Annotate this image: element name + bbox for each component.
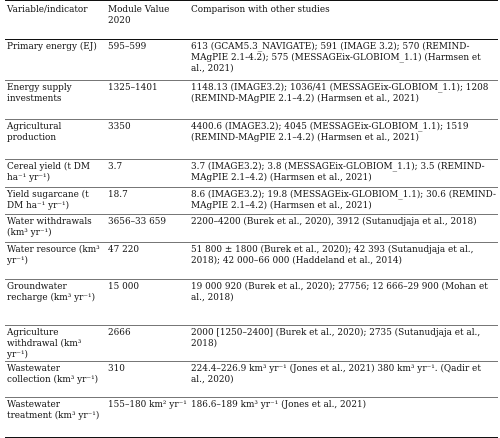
cell-value: 18.7 [106,188,189,215]
table-body [5,40,498,438]
table-header [5,1,498,40]
cell-variable: Yield sugarcane (t DM ha⁻¹ yr⁻¹) [5,188,106,215]
table-row [5,326,498,362]
header-comparison: Comparison with other studies [189,1,498,40]
cell-variable: Agricultural production [5,120,106,160]
cell-comparison: 19 000 920 (Burek et al., 2020); 27756; 12 666–29 900 (Mohan et al., 2018) [189,280,498,326]
table-row [5,120,498,160]
cell-variable: Water withdrawals (km³ yr⁻¹) [5,215,106,243]
cell-comparison: 1148.13 (IMAGE3.2); 1036/41 (MESSAGEix-GLOBIOM_1.1); 1208 (REMIND-MAgPIE 2.1–4.2) (Harmsen et al., 2021) [189,81,498,120]
cell-comparison: 186.6–189 km³ yr⁻¹ (Jones et al., 2021) [189,398,498,438]
table-row [5,160,498,188]
cell-variable: Cereal yield (t DM ha⁻¹ yr⁻¹) [5,160,106,188]
cell-value: 1325–1401 [106,81,189,120]
cell-value: 3350 [106,120,189,160]
cell-variable: Energy supply investments [5,81,106,120]
cell-value: 3.7 [106,160,189,188]
cell-comparison: 4400.6 (IMAGE3.2); 4045 (MESSAGEix-GLOBIOM_1.1); 1519 (REMIND-MAgPIE 2.1–4.2) (Harmsen et al., 2021) [189,120,498,160]
cell-variable: Wastewater treatment (km³ yr⁻¹) [5,398,106,438]
header-module-value: Module Value 2020 [106,1,189,40]
cell-comparison: 224.4–226.9 km³ yr⁻¹ (Jones et al., 2021) 380 km³ yr⁻¹. (Qadir et al., 2020) [189,362,498,398]
cell-value: 47 220 [106,243,189,280]
header-variable: Variable/indicator [5,1,106,40]
table-row [5,280,498,326]
cell-comparison: 2000 [1250–2400] (Burek et al., 2020); 2735 (Sutanudjaja et al., 2018) [189,326,498,362]
table-row [5,362,498,398]
cell-variable: Wastewater collection (km³ yr⁻¹) [5,362,106,398]
cell-comparison: 613 (GCAM5.3_NAVIGATE); 591 (IMAGE 3.2); 570 (REMIND-MAgPIE 2.1-4.2); 575 (MESSAGEix-GLOBIOM_1.1) (Harmsen et al., 2021) [189,40,498,81]
cell-value: 310 [106,362,189,398]
cell-value: 155–180 km² yr⁻¹ [106,398,189,438]
comparison-table [5,0,498,438]
cell-variable: Water resource (km³ yr⁻¹) [5,243,106,280]
cell-value: 2666 [106,326,189,362]
cell-comparison: 8.6 (IMAGE3.2); 19.8 (MESSAGEix-GLOBIOM_1.1); 30.6 (REMIND-MAgPIE 2.1–4.2) (Harmsen et al., 2021) [189,188,498,215]
table-row [5,398,498,438]
cell-value: 595–599 [106,40,189,81]
cell-value: 15 000 [106,280,189,326]
cell-comparison: 51 800 ± 1800 (Burek et al., 2020); 42 393 (Sutanudjaja et al., 2018); 42 000–66 000 (Haddeland et al., 2014) [189,243,498,280]
cell-comparison: 3.7 (IMAGE3.2); 3.8 (MESSAGEix-GLOBIOM_1.1); 3.5 (REMIND-MAgPIE 2.1–4.2) (Harmsen et al., 2021) [189,160,498,188]
cell-comparison: 2200–4200 (Burek et al., 2020), 3912 (Sutanudjaja et al., 2018) [189,215,498,243]
table-row [5,215,498,243]
cell-variable: Agriculture withdrawal (km³ yr⁻¹) [5,326,106,362]
cell-value: 3656–33 659 [106,215,189,243]
table-row [5,243,498,280]
table-row [5,188,498,215]
table-row [5,40,498,81]
header-row [5,1,498,40]
cell-variable: Primary energy (EJ) [5,40,106,81]
cell-variable: Groundwater recharge (km³ yr⁻¹) [5,280,106,326]
table-row [5,81,498,120]
